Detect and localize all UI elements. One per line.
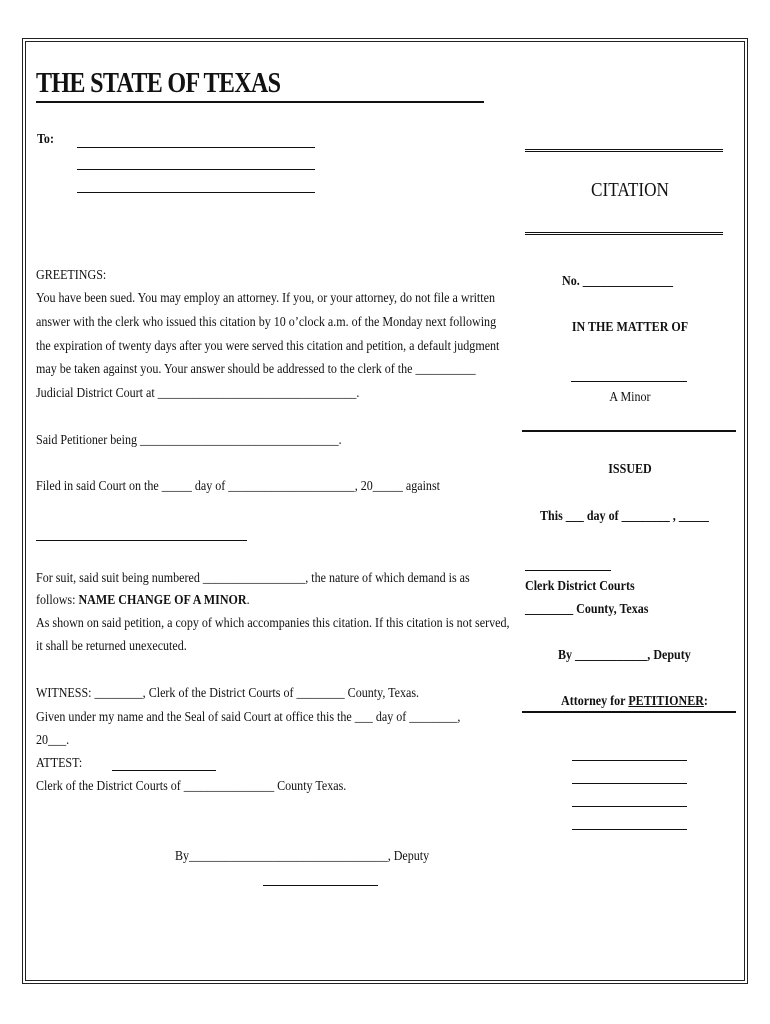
minor-name-line[interactable] [571, 381, 687, 382]
citation-rule-top [525, 149, 723, 152]
clerk-line: Clerk of the District Courts of _______________ County Texas. [36, 779, 347, 794]
served-line-2: it shall be returned unexecuted. [36, 639, 187, 654]
suit-line-2-suffix: . [246, 593, 250, 608]
citation-rule-bottom [525, 232, 723, 235]
clerk-signature-line[interactable] [525, 570, 611, 571]
nature-of-demand: NAME CHANGE OF A MINOR [78, 593, 247, 608]
attest-line: ATTEST: [36, 756, 83, 771]
to-line-1[interactable] [77, 147, 315, 148]
para1-line-5: Judicial District Court at _________________________________. [36, 386, 360, 401]
sidebar-divider [522, 430, 736, 432]
para1-line-4: may be taken against you. Your answer should be addressed to the clerk of the __________ [36, 362, 476, 377]
issued-date-line: This ___ day of ________ , _____ [540, 509, 709, 524]
suit-line-2-prefix: follows: [36, 593, 79, 608]
petitioner-line: Said Petitioner being _________________________________. [36, 433, 342, 448]
title-underline [36, 101, 484, 103]
suit-line-2 [36, 592, 250, 610]
a-minor-label: A Minor [609, 390, 651, 405]
attest-signature-line[interactable] [112, 770, 216, 771]
petitioner-label: PETITIONER [628, 694, 704, 709]
to-line-2[interactable] [77, 169, 315, 170]
issued-label: ISSUED [608, 462, 652, 477]
citation-heading: CITATION [591, 179, 669, 201]
bottom-signature-line[interactable] [263, 885, 378, 886]
clerk-district-courts: Clerk District Courts [525, 579, 635, 594]
attorney-line-3[interactable] [572, 806, 687, 807]
para1-line-3: the expiration of twenty days after you were served this citation and petition, a default judgment [36, 339, 500, 354]
by-deputy-line: By_________________________________, Deputy [175, 849, 430, 864]
filed-line: Filed in said Court on the _____ day of _____________________, 20_____ against [36, 479, 440, 494]
para1-line-1: You have been sued. You may employ an attorney. If you, or your attorney, do not file a written [36, 291, 495, 306]
to-line-3[interactable] [77, 192, 315, 193]
attorney-line-4[interactable] [572, 829, 687, 830]
by-deputy-sidebar: By ____________, Deputy [558, 648, 691, 663]
served-line-1: As shown on said petition, a copy of which accompanies this citation. If this citation is not served, [36, 616, 510, 631]
attorney-prefix: Attorney for [561, 694, 629, 709]
para1-line-2: answer with the clerk who issued this citation by 10 o’clock a.m. of the Monday next following [36, 315, 497, 330]
greetings-heading: GREETINGS: [36, 268, 107, 283]
witness-line: WITNESS: ________, Clerk of the District Courts of ________ County, Texas. [36, 686, 420, 701]
county-texas: ________ County, Texas [525, 602, 649, 617]
attorney-line-2[interactable] [572, 783, 687, 784]
attorney-for-petitioner [561, 693, 708, 711]
against-blank-line[interactable] [36, 540, 247, 541]
attorney-divider [522, 711, 736, 713]
in-the-matter-of: IN THE MATTER OF [571, 320, 689, 335]
suit-line-1: For suit, said suit being numbered _________________, the nature of which demand is as [36, 571, 470, 586]
to-label: To: [37, 132, 54, 147]
document-title: THE STATE OF TEXAS [36, 68, 281, 99]
attorney-suffix: : [703, 694, 708, 709]
given-line: Given under my name and the Seal of said Court at office this the ___ day of ________, [36, 710, 461, 725]
year-line: 20___. [36, 733, 70, 748]
case-number: No. _______________ [562, 274, 674, 289]
attorney-line-1[interactable] [572, 760, 687, 761]
